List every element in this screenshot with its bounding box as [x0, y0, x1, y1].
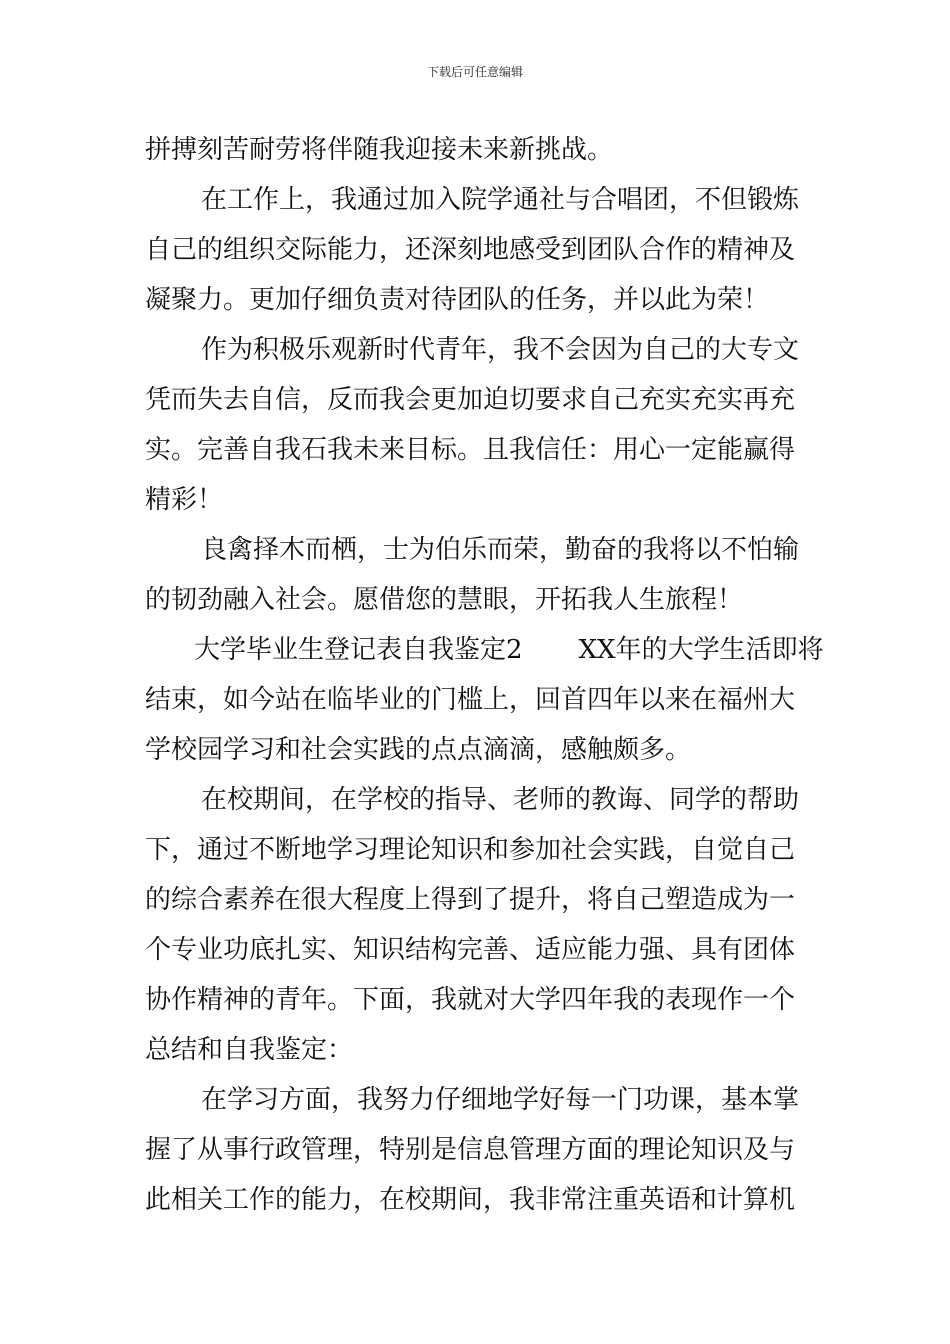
text-line: 精彩！	[145, 485, 224, 515]
text-line: 拼搏刻苦耐劳将伴随我迎接未来新挑战。	[145, 135, 614, 165]
text-line: 协作精神的青年。下面，我就对大学四年我的表现作一个	[145, 985, 796, 1015]
section-heading-line	[145, 625, 824, 675]
text-line: 结束，如今站在临毕业的门槛上，回首四年以来在福州大	[145, 685, 796, 715]
text-line: 下，通过不断地学习理论知识和参加社会实践，自觉自己	[145, 835, 796, 865]
paragraph-start-line: 在校期间，在学校的指导、老师的教诲、同学的帮助	[201, 785, 800, 815]
paragraph-start-line: 良禽择木而栖，士为伯乐而荣，勤奋的我将以不怕输	[201, 535, 800, 565]
text-line: 个专业功底扎实、知识结构完善、适应能力强、具有团体	[145, 935, 796, 965]
paragraph-start-line: 在学习方面，我努力仔细地学好每一门功课，基本掌	[201, 1085, 800, 1115]
page-header: 下载后可任意编辑	[426, 65, 523, 79]
paragraph-start-line: 作为积极乐观新时代青年，我不会因为自己的大专文	[201, 335, 800, 365]
text-line: 握了从事行政管理，特别是信息管理方面的理论知识及与	[145, 1135, 796, 1165]
text-line: 凝聚力。更加仔细负责对待团队的任务，并以此为荣！	[145, 285, 770, 315]
paragraph-start-line: 在工作上，我通过加入院学通社与合唱团，不但锻炼	[201, 185, 800, 215]
text-line: 总结和自我鉴定：	[145, 1035, 354, 1065]
text-line: 此相关工作的能力，在校期间，我非常注重英语和计算机	[145, 1185, 796, 1215]
text-line: 凭而失去自信，反而我会更加迫切要求自己充实充实再充	[145, 385, 796, 415]
text-line: 学校园学习和社会实践的点点滴滴，感触颇多。	[145, 735, 692, 765]
text-line: 自己的组织交际能力，还深刻地感受到团队合作的精神及	[145, 235, 796, 265]
section-title: 大学毕业生登记表自我鉴定2	[194, 635, 523, 665]
text-line: 的韧劲融入社会。愿借您的慧眼，开拓我人生旅程！	[145, 585, 744, 615]
section-intro-text: XX年的大学生活即将	[578, 635, 824, 665]
text-line: 的综合素养在很大程度上得到了提升，将自己塑造成为一	[145, 885, 796, 915]
document-body	[145, 125, 824, 1225]
text-line: 实。完善自我石我未来目标。且我信任：用心一定能赢得	[145, 435, 796, 465]
